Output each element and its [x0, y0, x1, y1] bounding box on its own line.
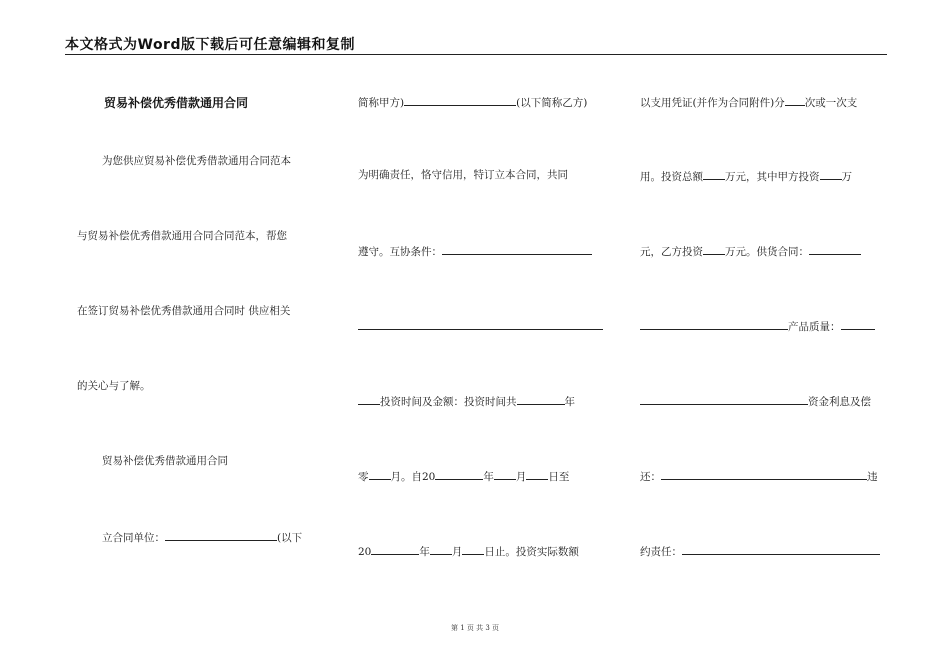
- col2-line-7: [358, 543, 579, 559]
- col3-line-4: [640, 318, 875, 334]
- col2-line-5-text: 投资时间及金额：投资时间共: [380, 396, 517, 408]
- col1-line-1: 为您供应贸易补偿优秀借款通用合同范本: [102, 155, 291, 167]
- col1-line-3: 在签订贸易补偿优秀借款通用合同时 供应相关: [77, 305, 291, 317]
- col2-line-7-b: 年: [419, 546, 430, 558]
- col3-line-2-b: 万元，其中甲方投资: [725, 171, 820, 183]
- col2-line-3: [358, 243, 592, 259]
- col3-line-7: [640, 543, 880, 559]
- header-title: 本文格式为Word版下载后可任意编辑和复制: [65, 37, 355, 53]
- contract-unit-label: 立合同单位：: [102, 532, 165, 544]
- col2-line-5: [358, 393, 575, 409]
- col2-line-6-d: 月: [515, 471, 527, 483]
- col3-line-3-a: 元，乙方投资: [640, 246, 703, 258]
- col2-line-1: [358, 94, 587, 110]
- col3-line-5: [640, 393, 871, 409]
- liability-label: 约责任：: [640, 546, 682, 558]
- col3-line-2-c: 万: [841, 171, 852, 183]
- col1-line-2: 与贸易补偿优秀借款通用合同合同范本，帮您: [77, 230, 287, 242]
- page-header: [65, 34, 887, 55]
- blank-field: [435, 468, 483, 480]
- blank-field: [640, 318, 788, 330]
- col3-line-2: [640, 168, 852, 184]
- col2-line-6-a: 零: [358, 471, 369, 483]
- col2-line-6-b: 月。自20: [390, 471, 436, 483]
- blank-field: [494, 468, 516, 480]
- col3-line-2-a: 用。投资总额: [640, 171, 703, 183]
- col2-line-5-suffix: 年: [564, 396, 575, 408]
- blank-field: [430, 543, 452, 555]
- blank-field: [841, 318, 875, 330]
- col2-line-1-suffix: (以下简称乙方): [516, 97, 588, 109]
- blank-field: [682, 543, 880, 555]
- col1-line-6: [102, 529, 302, 545]
- col1-line-4: 的关心与了解。: [77, 380, 151, 392]
- blank-field: [371, 543, 419, 555]
- col3-line-3: [640, 243, 861, 259]
- col3-line-1: [640, 94, 857, 110]
- blank-field: [661, 468, 867, 480]
- blank-field: [369, 468, 391, 480]
- blank-field: [809, 243, 861, 255]
- col3-line-6-b: 违: [867, 471, 878, 483]
- col1-line-6-suffix: (以下: [277, 532, 303, 544]
- col2-line-6-c: 年: [483, 471, 494, 483]
- blank-field: [703, 168, 725, 180]
- blank-field: [404, 94, 516, 106]
- col3-line-1-b: 次或一次支: [804, 97, 858, 109]
- page-number: 第 1 页 共 3 页: [450, 624, 500, 632]
- blank-field: [703, 243, 725, 255]
- col2-line-4: [358, 318, 603, 334]
- product-quality-label: 产品质量：: [788, 321, 841, 333]
- blank-field: [442, 243, 592, 255]
- col2-line-1-prefix: 简称甲方): [358, 97, 405, 109]
- blank-field: [640, 393, 808, 405]
- blank-field: [462, 543, 484, 555]
- blank-field: [165, 529, 277, 541]
- col3-line-3-b: 万元。供货合同：: [725, 246, 809, 258]
- col3-line-6-a: 还：: [640, 471, 661, 483]
- blank-field: [526, 468, 548, 480]
- blank-field: [358, 318, 603, 330]
- col2-line-3-label: 遵守。互协条件：: [358, 246, 442, 258]
- interest-repayment-label: 资金利息及偿: [808, 396, 871, 408]
- blank-field: [358, 393, 380, 405]
- col3-line-6: [640, 468, 878, 484]
- col2-line-7-a: 20: [358, 546, 372, 558]
- col2-line-7-d: 日止。投资实际数额: [484, 546, 579, 558]
- col1-line-5: 贸易补偿优秀借款通用合同: [102, 455, 228, 467]
- col2-line-6: [358, 468, 569, 484]
- blank-field: [517, 393, 565, 405]
- col3-line-1-a: 以支用凭证(并作为合同附件)分: [640, 97, 785, 109]
- blank-field: [820, 168, 842, 180]
- blank-field: [785, 94, 805, 106]
- col2-line-2: 为明确责任，恪守信用，特订立本合同，共同: [358, 169, 568, 181]
- document-title: 贸易补偿优秀借款通用合同: [104, 96, 249, 110]
- col2-line-7-c: 月: [451, 546, 463, 558]
- col2-line-6-e: 日至: [548, 471, 570, 483]
